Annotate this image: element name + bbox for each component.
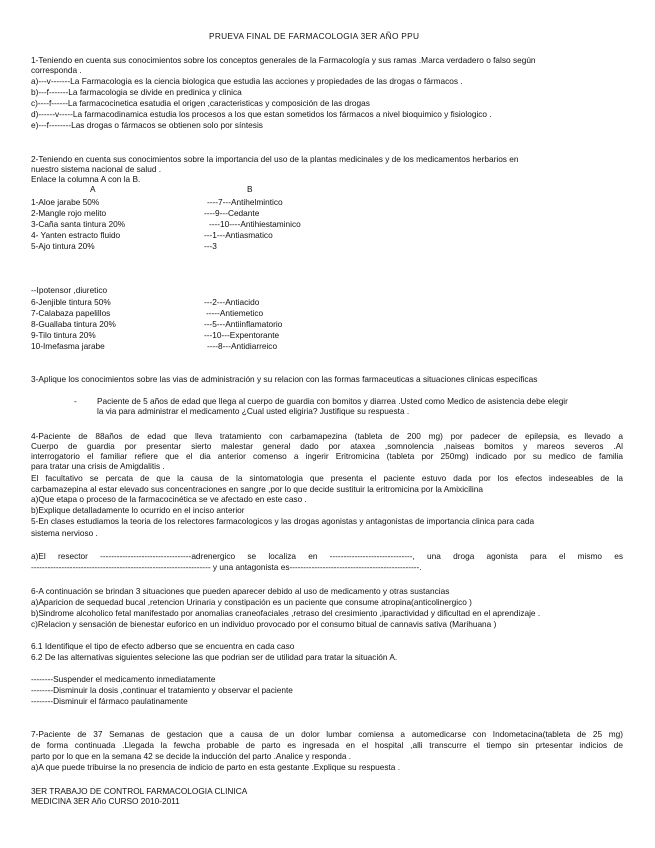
q7-line: 7-Paciente de 37 Semanas de gestacion que a causa de un dolor lumbar comiensa a automedicarse con Indometacina(tableta de 25 mg) [31, 729, 623, 739]
q7-line: a)A que puede tribuirse la no presencia de indicio de parto en esta gestante .Explique su respuesta . [31, 762, 400, 772]
q2-row-a: 2-Mangle rojo melito [31, 208, 107, 218]
q4-line: El facultativo se percata de que la causa de la sintomatologia que presenta el paciente estuvo dada por los efectos indeseables de la [31, 473, 623, 483]
q1-item: b)---f-------La farmacologia se divide en predinica y clinica [31, 87, 242, 97]
q6-option: --------Suspender el medicamento inmediatamente [31, 674, 216, 684]
q2-intro-line: nuestro sistema nacional de salud . [31, 164, 162, 174]
q3-bullet-line: Paciente de 5 años de edad que llega al cuerpo de guardia con bomitos y diarrea .Usted como Medico de asistencia debe elegir [97, 396, 568, 406]
q2-row-a: 7-Calabaza papelillos [31, 308, 111, 318]
q2-row-b: ---5---Antiinflamatorio [204, 319, 283, 329]
q4-line: interrogatorio el familiar refiere que el dia anterior comenso a ingerir Eritromicina (tableta por 250mg) indicado por su medico de familia [31, 451, 623, 461]
q6-sub-question: 6.1 Identifique el tipo de efecto adberso que se encuentra en cada caso [31, 641, 295, 651]
q2-row-a: 1-Aloe jarabe 50% [31, 197, 100, 207]
q2-row-b: ----9---Cedante [204, 208, 260, 218]
q2-column-a-header: A [90, 184, 96, 194]
q2-extra-line: --Ipotensor ,diuretico [31, 285, 108, 295]
q2-row-b: ---2---Antiacido [204, 297, 260, 307]
q3-intro: 3-Aplique los conocimientos sobre las vias de administración y su relacion con las formas farmaceuticas a situaciones clinicas especificas [31, 374, 538, 384]
q4-line: para tratar una crisis de Amigdalitis . [31, 461, 165, 471]
footer-line: 3ER TRABAJO DE CONTROL FARMACOLOGIA CLINICA [31, 786, 248, 796]
q3-bullet: - [74, 396, 77, 406]
q2-row-a: 4- Yanten estracto fluido [31, 230, 121, 240]
q2-intro-line: Enlace la columna A con la B. [31, 174, 141, 184]
q1-intro-line: corresponda . [31, 65, 82, 75]
q4-line: 4-Paciente de 88años de edad que lleva tratamiento con carbamapezina (tableta de 200 mg) por padecer de epilepsia, es llevado a [31, 431, 623, 441]
q4-line: carbamazepina al estar elevado sus concentraciones en sangre ,por lo que decide sustituir la eritromicina por la Amixicilina [31, 484, 483, 494]
q6-option: --------Disminuir el fármaco paulatinamente [31, 696, 188, 706]
q2-row-b: ----10----Antihiestaminico [209, 219, 301, 229]
q7-line: de forma continuada .Llegada la fewcha probable de parto es ingresada en el hospital ,alli transcurre el tiempo sin prtesentar indicios de [31, 740, 623, 750]
q2-row-b: ---3 [204, 241, 217, 251]
q1-intro-line: 1-Teniendo en cuenta sus conocimientos sobre los conceptos generales de la Farmacología y sus ramas .Marca verdadero o falso según [31, 55, 536, 65]
exam-title: PRUEVA FINAL DE FARMACOLOGIA 3ER AÑO PPU [209, 31, 420, 41]
q2-row-b: ---10---Expentorante [204, 330, 280, 340]
q4-line: b)Explique detalladamente lo ocurrido en el inciso anterior [31, 505, 245, 515]
q6-sub-question: 6.2 De las alternativas siguientes selecione las que podrian ser de utilidad para tratar la situación A. [31, 652, 398, 662]
q2-row-a: 10-Imefasma jarabe [31, 341, 105, 351]
q6-line: b)Sindrome alcoholico fetal manifestado por anomalias craneofaciales ,retraso del cresimiento ,iparactividad y dificultad en el aprendizaje . [31, 608, 541, 618]
q5-line: sistema nervioso . [31, 528, 98, 538]
q4-line: Cuerpo de guardia por presentar sierto malestar general dado por ataxea ,somnolencia ,naiseas bomitos y mareos severos .Al [31, 441, 623, 451]
q2-column-b-header: B [247, 184, 253, 194]
q6-line: a)Aparicion de sequedad bucal ,retencion Urinaria y constipación es un paciente que consume atropina(anticolinergico ) [31, 597, 472, 607]
q6-line: 6-A continuación se brindan 3 situaciones que pueden aparecer debido al uso de medicamento y otras sustancias [31, 586, 450, 596]
q1-item: a)---v-------La Farmacologia es la ciencia biologica que estudia las acciones y propiedades de las drogas o fármacos . [31, 76, 463, 86]
q6-option: --------Disminuir la dosis ,continuar el tratamiento y observar el paciente [31, 685, 293, 695]
q2-row-b: -----Antiemetico [206, 308, 264, 318]
q5-blank-line: ----------------------------------------------------------------- y una antagonista es-----------------------------------------------. [31, 562, 422, 572]
q2-row-a: 9-Tilo tintura 20% [31, 330, 96, 340]
q3-bullet-line: la via para administrar el medicamento ¿Cual usted eligiria? Justifique su respuesta . [97, 406, 410, 416]
q6-line: c)Relacion y sensación de bienestar euforico en un individuo provocado por el consumo bitual de cannavis sativa (Marihuana ) [31, 619, 497, 629]
q4-line: a)Que etapa o proceso de la farmacocinética se ve afectado en este caso . [31, 494, 307, 504]
q1-item: d)------v-----La farmacodinamica estudia los procesos a los que estan sometidos los fármacos a nivel bioquimico y fisiologico . [31, 109, 492, 119]
q2-intro-line: 2-Teniendo en cuenta sus conocimientos sobre la importancia del uso de la plantas medicinales y de los medicamentos herbarios en [31, 154, 519, 164]
q1-item: e)---f--------Las drogas o fármacos se obtienen solo por síntesis [31, 120, 263, 130]
q2-row-b: ---1---Antiasmatico [204, 230, 273, 240]
q7-line: parto por lo que en la semana 42 se decide la inducción del parto .Analice y responda . [31, 751, 352, 761]
q1-item: c)----f------La farmacocinetica esatudia el origen ,caracteristicas y composición de las drogas [31, 98, 370, 108]
q5-line: 5-En clases estudiamos la teoria de los relectores farmacologicos y las drogas agonistas y antagonistas de importancia clinica para cada [31, 516, 535, 526]
q2-row-b: ----8---Antidiarreico [207, 341, 278, 351]
q2-row-a: 8-Guallaba tintura 20% [31, 319, 116, 329]
q2-row-a: 5-Ajo tintura 20% [31, 241, 95, 251]
footer-line: MEDICINA 3ER Año CURSO 2010-2011 [31, 796, 180, 806]
q2-row-a: 6-Jenjible tintura 50% [31, 297, 111, 307]
q5-blank-line: a)El resector ---------------------------------adrenergico se localiza en ------------------------------, una droga agonista para el mismo es [31, 551, 623, 561]
q2-row-a: 3-Caña santa tintura 20% [31, 219, 126, 229]
q2-row-b: ----7---Antihelmintico [207, 197, 283, 207]
